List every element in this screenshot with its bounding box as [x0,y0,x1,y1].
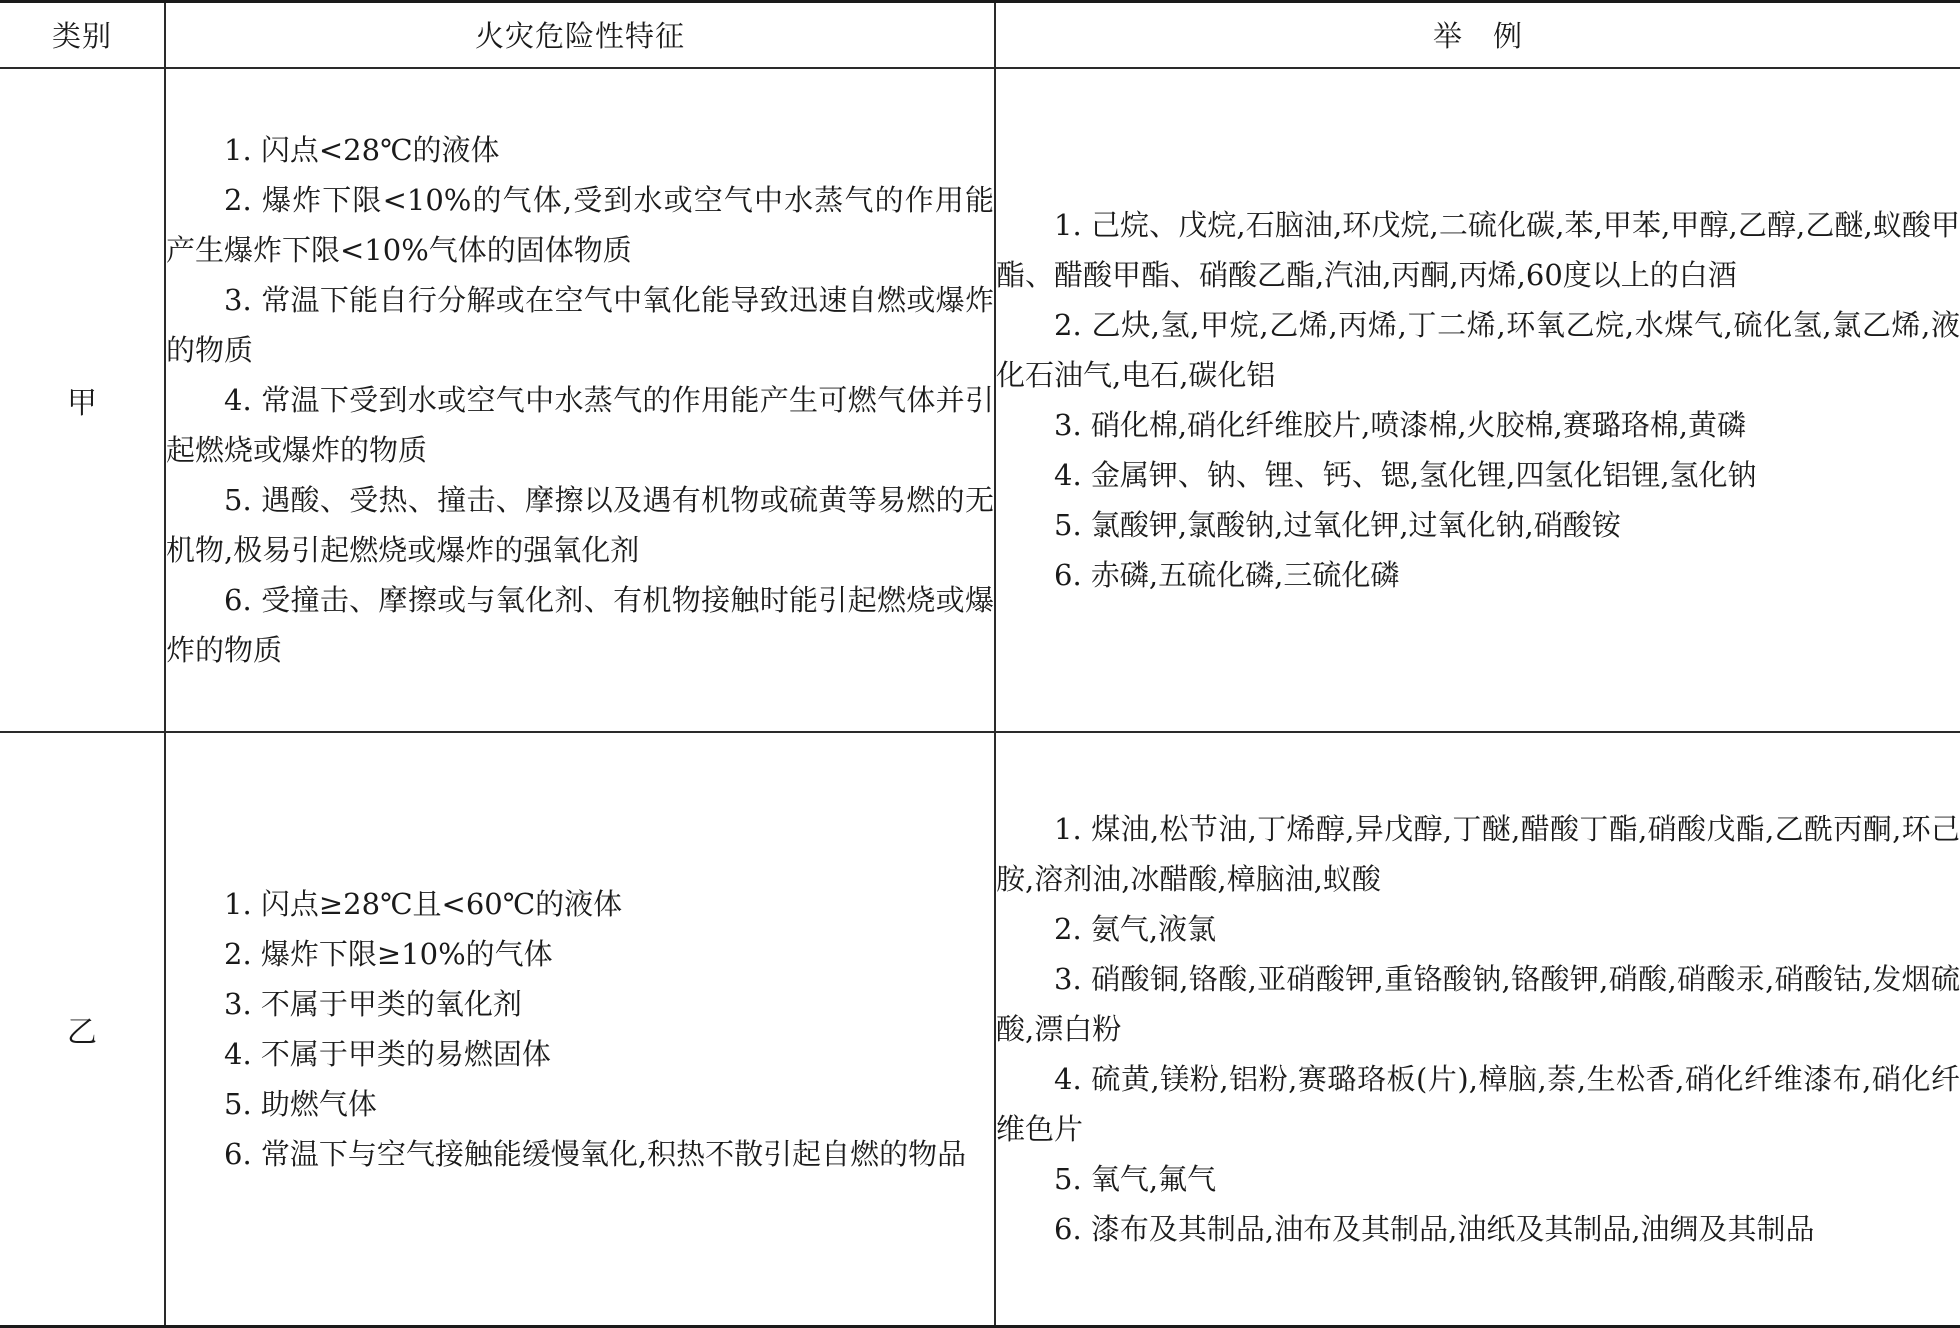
example-item: 1. 煤油,松节油,丁烯醇,异戊醇,丁醚,醋酸丁酯,硝酸戊酯,乙酰丙酮,环己胺,溶剂油,冰醋酸,樟脑油,蚁酸 [996,812,1960,897]
examples-cell [995,732,1960,1326]
feature-item: 5. 遇酸、受热、撞击、摩擦以及遇有机物或硫黄等易燃的无机物,极易引起燃烧或爆炸的强氧化剂 [166,482,994,567]
header-examples: 举 例 [995,2,1960,68]
example-item: 5. 氧气,氟气 [1054,1162,1217,1197]
example-item: 3. 硝化棉,硝化纤维胶片,喷漆棉,火胶棉,赛璐珞棉,黄磷 [1054,407,1746,442]
header-row [0,2,1960,68]
feature-item: 6. 受撞击、摩擦或与氧化剂、有机物接触时能引起燃烧或爆炸的物质 [166,582,994,667]
header-category: 类别 [0,2,165,68]
example-item: 2. 氨气,液氯 [1054,912,1217,947]
table-row [0,68,1960,733]
example-item: 2. 乙炔,氢,甲烷,乙烯,丙烯,丁二烯,环氧乙烷,水煤气,硫化氢,氯乙烯,液化石油气,电石,碳化铝 [996,307,1960,392]
example-item: 4. 硫黄,镁粉,铝粉,赛璐珞板(片),樟脑,萘,生松香,硝化纤维漆布,硝化纤维色片 [996,1062,1960,1147]
feature-item: 2. 爆炸下限≥10%的气体 [224,937,553,972]
feature-item: 5. 助燃气体 [224,1087,377,1122]
feature-item: 3. 不属于甲类的氧化剂 [224,987,522,1022]
features-cell [165,68,995,733]
examples-cell [995,68,1960,733]
feature-item: 2. 爆炸下限<10%的气体,受到水或空气中水蒸气的作用能产生爆炸下限<10%气体的固体物质 [166,182,994,267]
features-cell [165,732,995,1326]
table-row [0,732,1960,1326]
example-item: 4. 金属钾、钠、锂、钙、锶,氢化锂,四氢化铝锂,氢化钠 [1054,457,1757,492]
feature-item: 1. 闪点<28℃的液体 [224,132,500,167]
example-item: 3. 硝酸铜,铬酸,亚硝酸钾,重铬酸钠,铬酸钾,硝酸,硝酸汞,硝酸钴,发烟硫酸,漂白粉 [996,962,1960,1047]
feature-item: 4. 不属于甲类的易燃固体 [224,1037,551,1072]
example-item: 6. 赤磷,五硫化磷,三硫化磷 [1054,557,1400,592]
example-item: 5. 氯酸钾,氯酸钠,过氧化钾,过氧化钠,硝酸铵 [1054,507,1621,542]
feature-item: 4. 常温下受到水或空气中水蒸气的作用能产生可燃气体并引起燃烧或爆炸的物质 [166,382,994,467]
example-item: 6. 漆布及其制品,油布及其制品,油纸及其制品,油绸及其制品 [1054,1212,1815,1247]
feature-item: 1. 闪点≥28℃且<60℃的液体 [224,887,623,922]
feature-item: 3. 常温下能自行分解或在空气中氧化能导致迅速自燃或爆炸的物质 [166,282,994,367]
example-item: 1. 己烷、戊烷,石脑油,环戊烷,二硫化碳,苯,甲苯,甲醇,乙醇,乙醚,蚁酸甲酯、醋酸甲酯、硝酸乙酯,汽油,丙酮,丙烯,60度以上的白酒 [996,207,1960,292]
header-features: 火灾危险性特征 [165,2,995,68]
category-cell: 乙 [0,732,165,1326]
category-cell: 甲 [0,68,165,733]
feature-item: 6. 常温下与空气接触能缓慢氧化,积热不散引起自燃的物品 [224,1137,967,1172]
